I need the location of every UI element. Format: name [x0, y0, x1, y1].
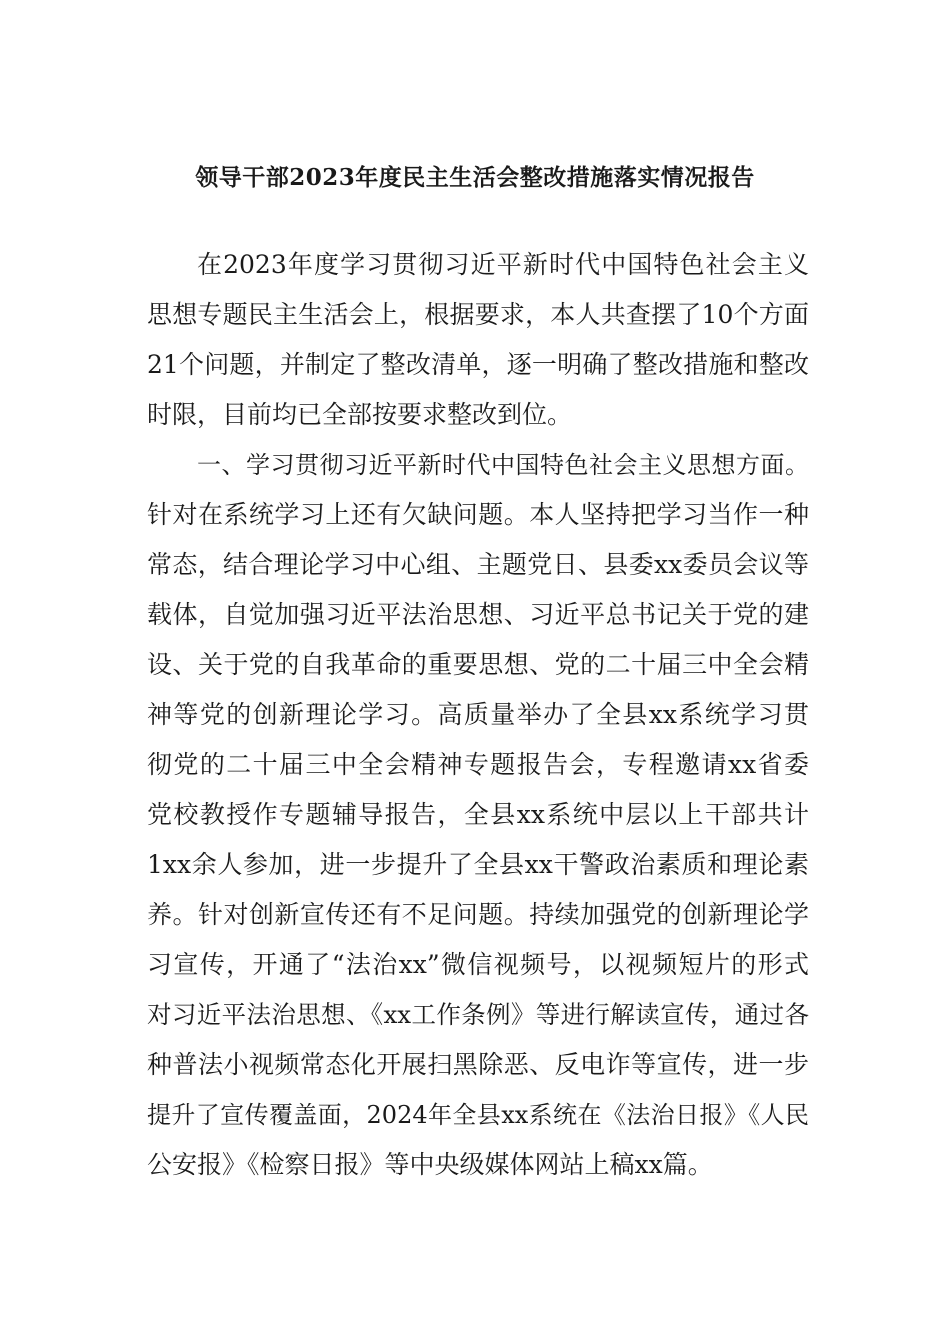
paragraph-line: 对习近平法治思想、《xx工作条例》等进行解读宣传，通过各 [147, 1000, 809, 1029]
paragraph-line: 在2023年度学习贯彻习近平新时代中国特色社会主义 [197, 250, 809, 279]
paragraph-line: 设、关于党的自我革命的重要思想、党的二十届三中全会精 [147, 650, 809, 679]
paragraph-line: 载体，自觉加强习近平法治思想、习近平总书记关于党的建 [147, 600, 809, 629]
paragraph-line: 习宣传，开通了“法治xx”微信视频号，以视频短片的形式 [147, 950, 809, 979]
paragraph-line: 1xx余人参加，进一步提升了全县xx干警政治素质和理论素 [147, 850, 809, 879]
paragraph-line: 针对在系统学习上还有欠缺问题。本人坚持把学习当作一种 [147, 500, 809, 529]
paragraph-line: 21个问题，并制定了整改清单，逐一明确了整改措施和整改 [147, 350, 809, 379]
paragraph-line: 提升了宣传覆盖面，2024年全县xx系统在《法治日报》《人民 [147, 1101, 809, 1129]
document-title: 领导干部2023年度民主生活会整改措施落实情况报告 [195, 164, 755, 191]
paragraph-line: 党校教授作专题辅导报告，全县xx系统中层以上干部共计 [147, 800, 809, 829]
paragraph-line: 神等党的创新理论学习。高质量举办了全县xx系统学习贯 [147, 700, 809, 729]
paragraph-line: 常态，结合理论学习中心组、主题党日、县委xx委员会议等 [147, 550, 809, 579]
paragraph-line: 思想专题民主生活会上，根据要求，本人共查摆了10个方面 [147, 300, 809, 329]
paragraph-line: 种普法小视频常态化开展扫黑除恶、反电诈等宣传，进一步 [147, 1050, 809, 1079]
paragraph-line: 养。针对创新宣传还有不足问题。持续加强党的创新理论学 [147, 900, 809, 929]
paragraph-line: 公安报》《检察日报》等中央级媒体网站上稿xx篇。 [147, 1150, 713, 1179]
paragraph-line: 彻党的二十届三中全会精神专题报告会，专程邀请xx省委 [147, 750, 809, 779]
section-heading-line: 一、学习贯彻习近平新时代中国特色社会主义思想方面。 [197, 451, 809, 479]
paragraph-line: 时限，目前均已全部按要求整改到位。 [147, 400, 573, 429]
